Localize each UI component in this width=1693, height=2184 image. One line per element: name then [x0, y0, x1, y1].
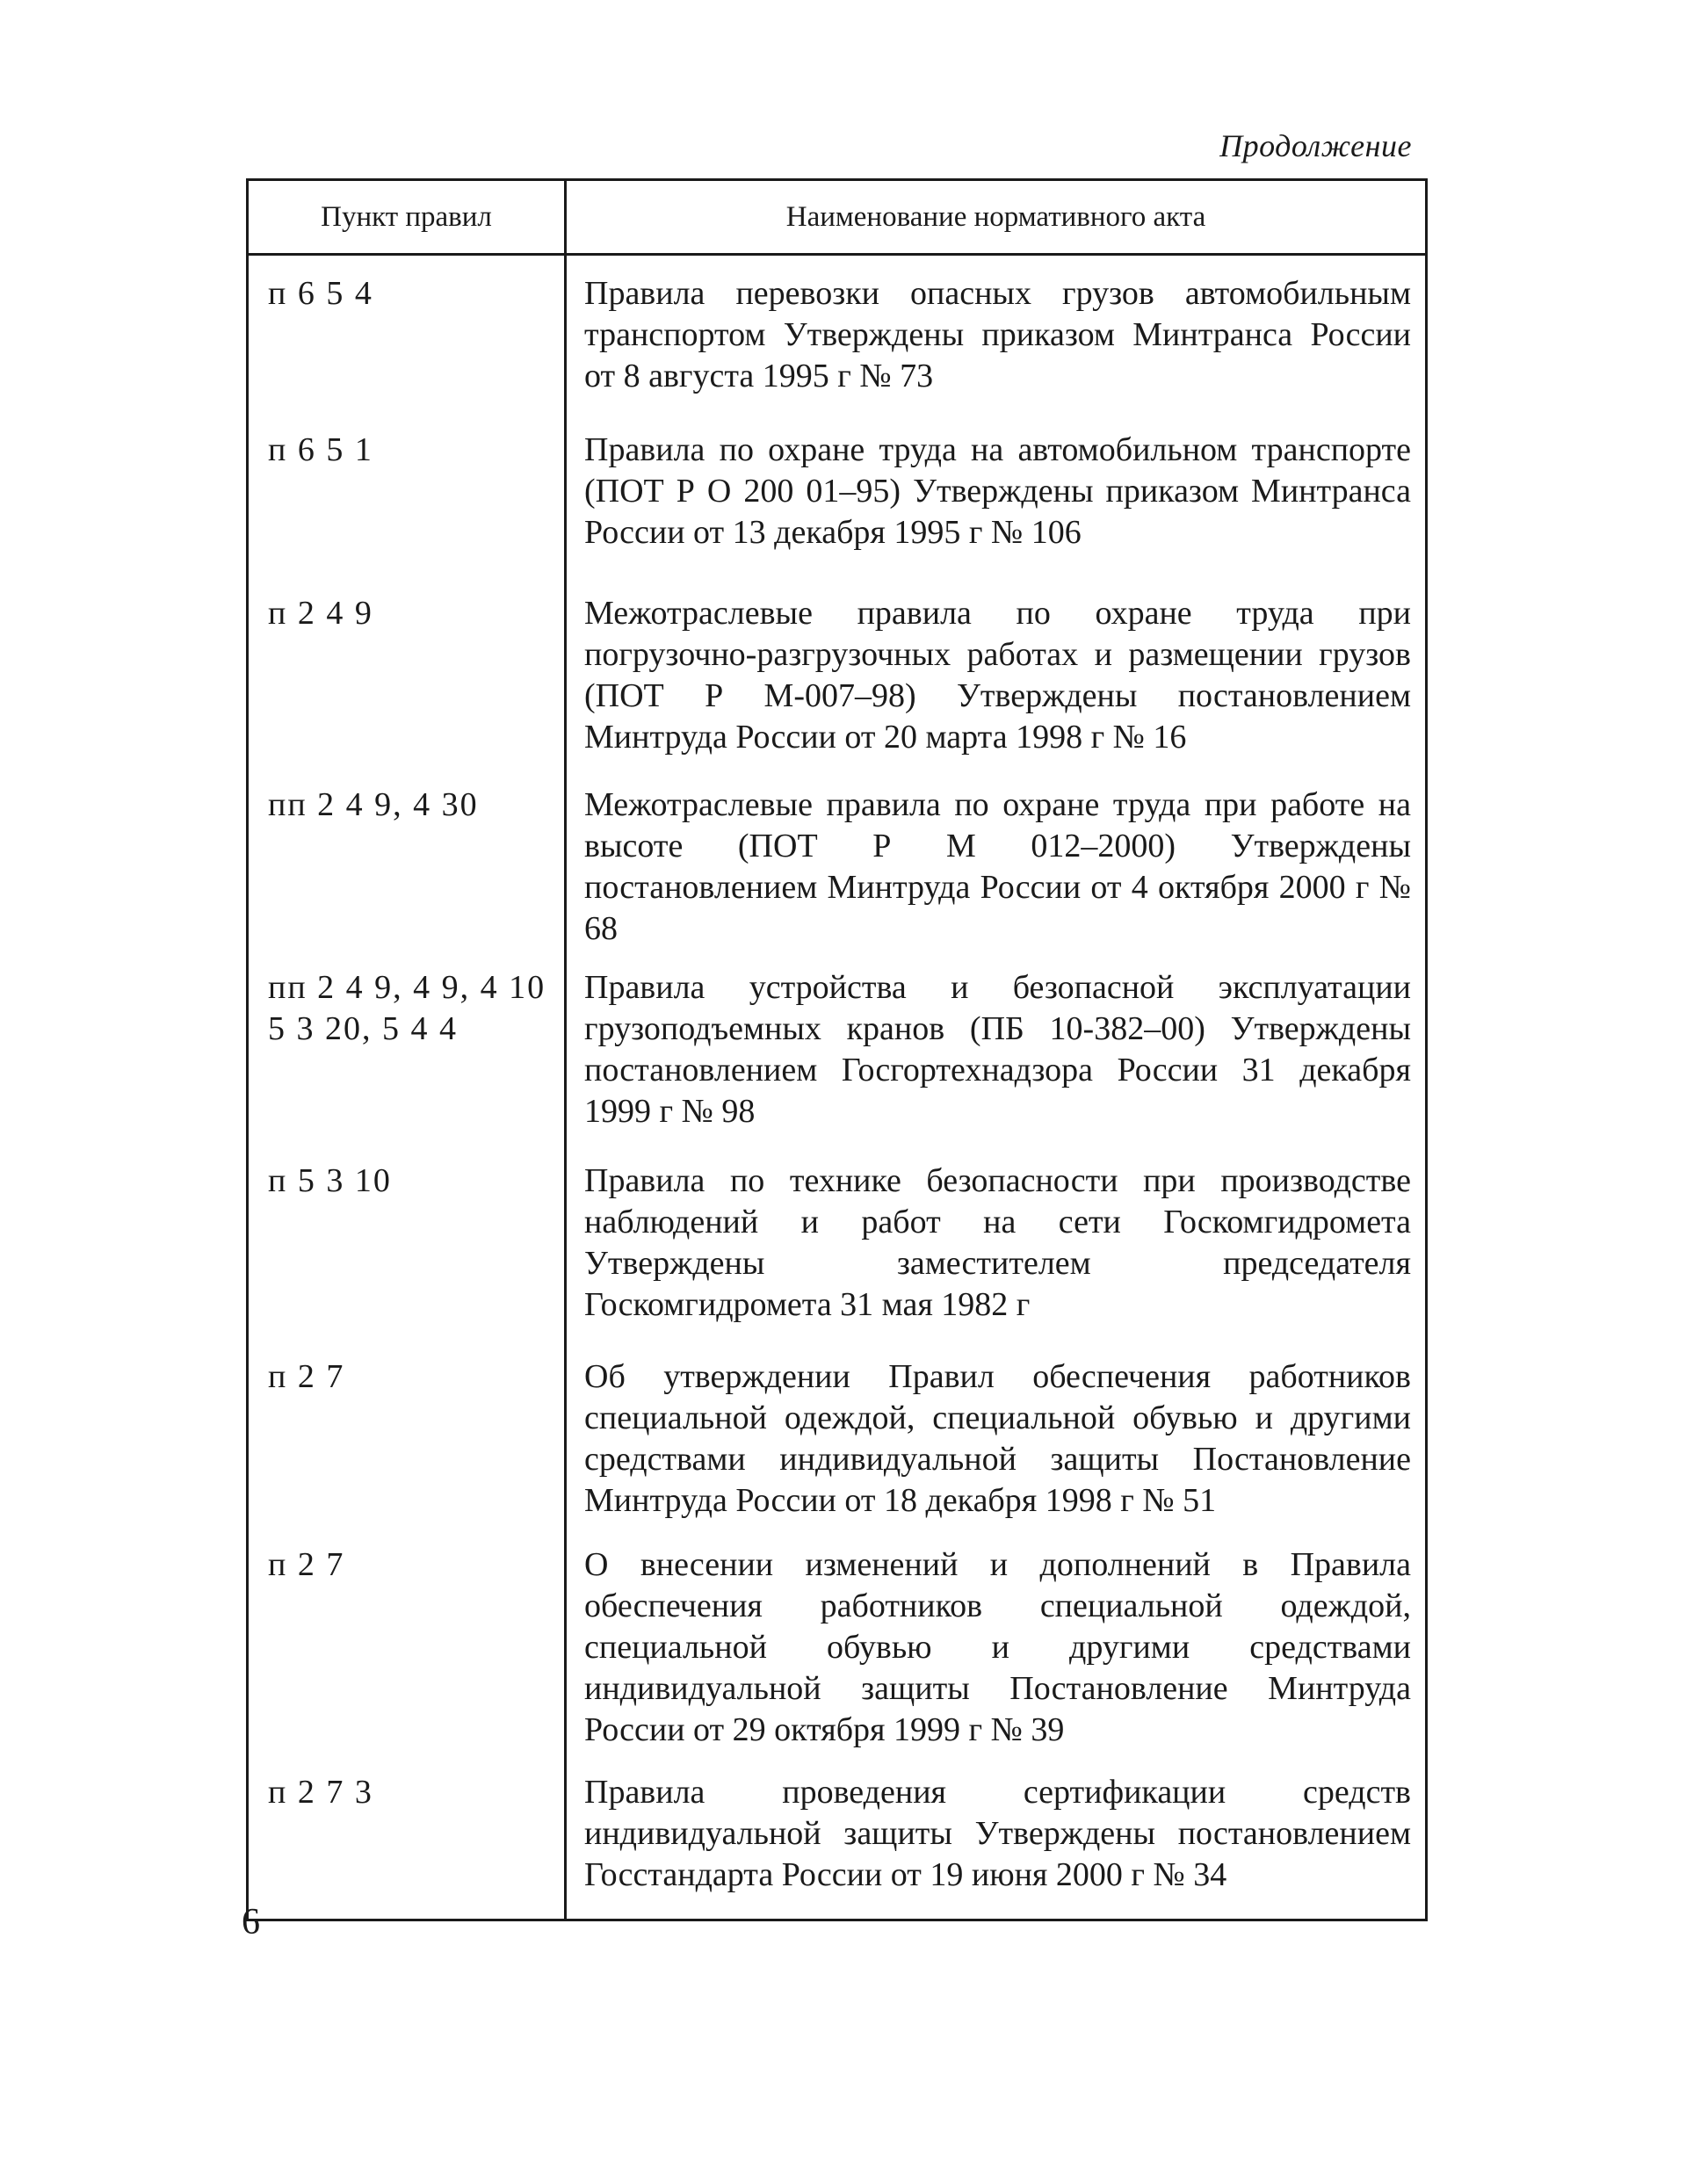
table-row [248, 1153, 1427, 1349]
table-row [248, 1541, 1427, 1768]
table-row [248, 1349, 1427, 1541]
table-row [248, 255, 1427, 415]
act-title-cell: Правила по охране труда на автомобильном транспорте (ПОТ Р О 200 01–95) Утверждены приказом Минтранса России от 13 декабря 1995 г № 106 [566, 414, 1427, 586]
table-header-row [248, 180, 1427, 255]
act-title-cell: Правила устройства и безопасной эксплуатации грузоподъемных кранов (ПБ 10-382–00) Утверждены постановлением Госгортехнадзора России 31 декабря 1999 г № 98 [566, 960, 1427, 1153]
act-title-cell: Правила перевозки опасных грузов автомобильным транспортом Утверждены приказом Минтранса России от 8 августа 1995 г № 73 [566, 255, 1427, 415]
table-row [248, 414, 1427, 586]
rule-point-cell: п 2 4 9 [248, 586, 566, 777]
table-row [248, 777, 1427, 960]
table-row [248, 586, 1427, 777]
column-header-point: Пункт правил [248, 180, 566, 255]
table-row [248, 1768, 1427, 1920]
continuation-label: Продолжение [1219, 128, 1412, 163]
act-title-cell: Межотраслевые правила по охране труда при работе на высоте (ПОТ Р М 012–2000) Утверждены постановлением Минтруда России от 4 октября 2000 г № 68 [566, 777, 1427, 960]
act-title-cell: Правила проведения сертификации средств индивидуальной защиты Утверждены постановлением Госстандарта России от 19 июня 2000 г № 34 [566, 1768, 1427, 1920]
page-number: 6 [242, 1902, 260, 1942]
act-title-cell: Об утверждении Правил обеспечения работников специальной одеждой, специальной обувью и другими средствами индивидуальной защиты Постановление Минтруда России от 18 декабря 1998 г № 51 [566, 1349, 1427, 1541]
rule-point-cell: п 5 3 10 [248, 1153, 566, 1349]
rule-point-cell: п 2 7 3 [248, 1768, 566, 1920]
table-row [248, 960, 1427, 1153]
rule-point-cell: п 2 7 [248, 1349, 566, 1541]
act-title-cell: Межотраслевые правила по охране труда при погрузочно-разгрузочных работах и размещении грузов (ПОТ Р М-007–98) Утверждены постановлением Минтруда России от 20 марта 1998 г № 16 [566, 586, 1427, 777]
act-title-cell: Правила по технике безопасности при производстве наблюдений и работ на сети Госкомгидромета Утверждены заместителем председателя Госкомгидромета 31 мая 1982 г [566, 1153, 1427, 1349]
rule-point-cell: п 2 7 [248, 1541, 566, 1768]
normative-acts-table [246, 178, 1428, 1921]
act-title-cell: О внесении изменений и дополнений в Правила обеспечения работников специальной одеждой, специальной обувью и другими средствами индивидуальной защиты Постановление Минтруда России от 29 октября 1999 г № 39 [566, 1541, 1427, 1768]
rule-point-cell: п 6 5 4 [248, 255, 566, 415]
column-header-title: Наименование нормативного акта [566, 180, 1427, 255]
rule-point-cell: пп 2 4 9, 4 30 [248, 777, 566, 960]
rule-point-cell: пп 2 4 9, 4 9, 4 10 5 3 20, 5 4 4 [248, 960, 566, 1153]
rule-point-cell: п 6 5 1 [248, 414, 566, 586]
